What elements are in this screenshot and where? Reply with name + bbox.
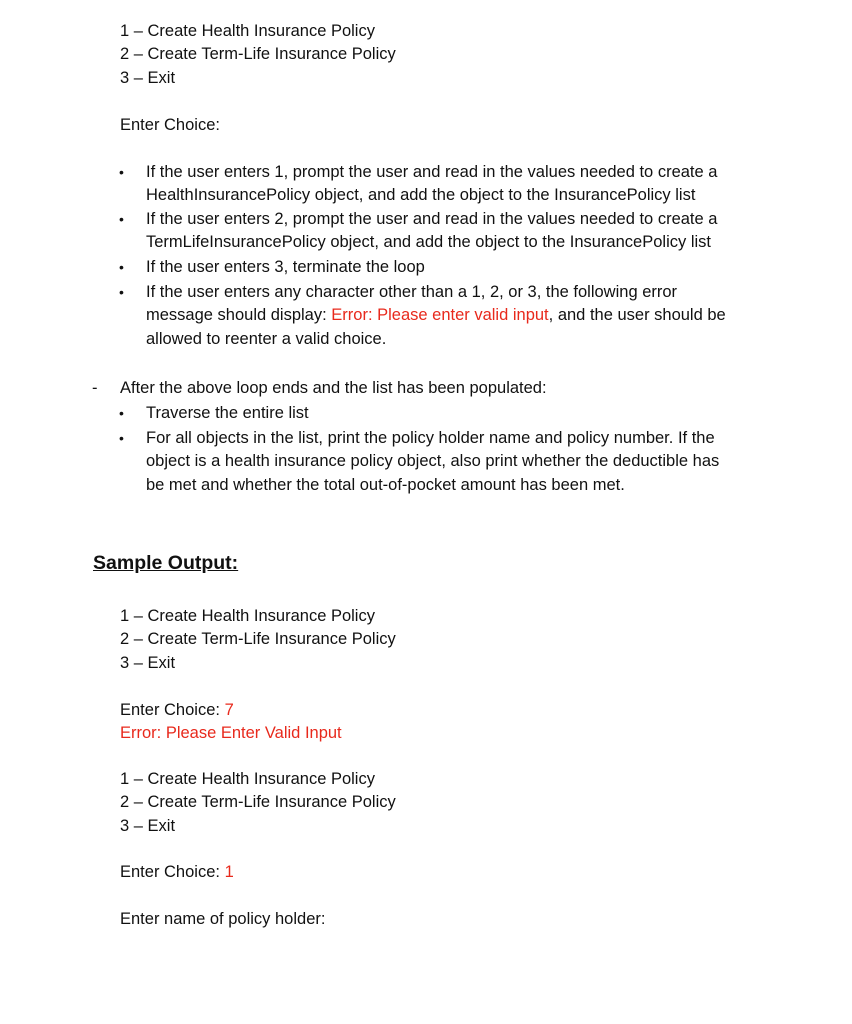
- sample-prompt-2: Enter Choice:: [120, 863, 225, 881]
- rule-4-text-pre: message should display:: [146, 306, 332, 324]
- rule-2-line-1: If the user enters 2, prompt the user and read in the values needed to create a: [146, 210, 718, 228]
- sample-prompt-1: Enter Choice:: [120, 701, 225, 719]
- sample-input-2: 1: [224, 863, 234, 881]
- bullet-icon: •: [119, 405, 124, 421]
- bullet-icon: •: [119, 284, 124, 300]
- sample-enter-choice-2: [120, 861, 234, 884]
- error-message-text: Error: Please enter valid input: [331, 306, 549, 324]
- menu-option-3: 3 – Exit: [120, 69, 176, 87]
- enter-choice-prompt: Enter Choice:: [120, 116, 220, 134]
- sample-menu-2-option-2: 2 – Create Term-Life Insurance Policy: [120, 793, 396, 811]
- after-bullet-2-line-2: object is a health insurance policy object, also print whether the deductible has: [146, 452, 720, 470]
- rule-1-line-2: HealthInsurancePolicy object, and add the object to the InsurancePolicy list: [146, 186, 696, 204]
- after-loop-intro: After the above loop ends and the list has been populated:: [120, 379, 547, 397]
- sample-menu-1-option-3: 3 – Exit: [120, 654, 176, 672]
- sample-menu-1-option-2: 2 – Create Term-Life Insurance Policy: [120, 630, 396, 648]
- rule-4-text-post: , and the user should be: [548, 306, 726, 324]
- sample-menu-1-option-1: 1 – Create Health Insurance Policy: [120, 607, 375, 625]
- after-bullet-2-line-1: For all objects in the list, print the policy holder name and policy number. If the: [146, 429, 715, 447]
- sample-output-heading: Sample Output:: [93, 552, 239, 574]
- rule-4-line-3: allowed to reenter a valid choice.: [146, 330, 387, 348]
- sample-name-prompt: Enter name of policy holder:: [120, 910, 326, 928]
- sample-error-message: Error: Please Enter Valid Input: [120, 724, 342, 742]
- bullet-icon: •: [119, 164, 124, 180]
- sample-menu-2-option-1: 1 – Create Health Insurance Policy: [120, 770, 375, 788]
- rule-1-line-1: If the user enters 1, prompt the user and read in the values needed to create a: [146, 163, 718, 181]
- rule-4-line-2: [146, 304, 726, 327]
- bullet-icon: •: [119, 430, 124, 446]
- bullet-icon: •: [119, 259, 124, 275]
- rule-4-line-1: If the user enters any character other than a 1, 2, or 3, the following error: [146, 283, 678, 301]
- rule-2-line-2: TermLifeInsurancePolicy object, and add the object to the InsurancePolicy list: [146, 233, 711, 251]
- sample-input-1: 7: [224, 701, 234, 719]
- sample-menu-2-option-3: 3 – Exit: [120, 817, 176, 835]
- sample-enter-choice-1: [120, 699, 234, 722]
- after-bullet-1: Traverse the entire list: [146, 404, 309, 422]
- rule-3-line-1: If the user enters 3, terminate the loop: [146, 258, 425, 276]
- menu-option-1: 1 – Create Health Insurance Policy: [120, 22, 375, 40]
- bullet-icon: •: [119, 211, 124, 227]
- dash-marker: -: [92, 379, 98, 397]
- menu-option-2: 2 – Create Term-Life Insurance Policy: [120, 45, 396, 63]
- after-bullet-2-line-3: be met and whether the total out-of-pocket amount has been met.: [146, 476, 625, 494]
